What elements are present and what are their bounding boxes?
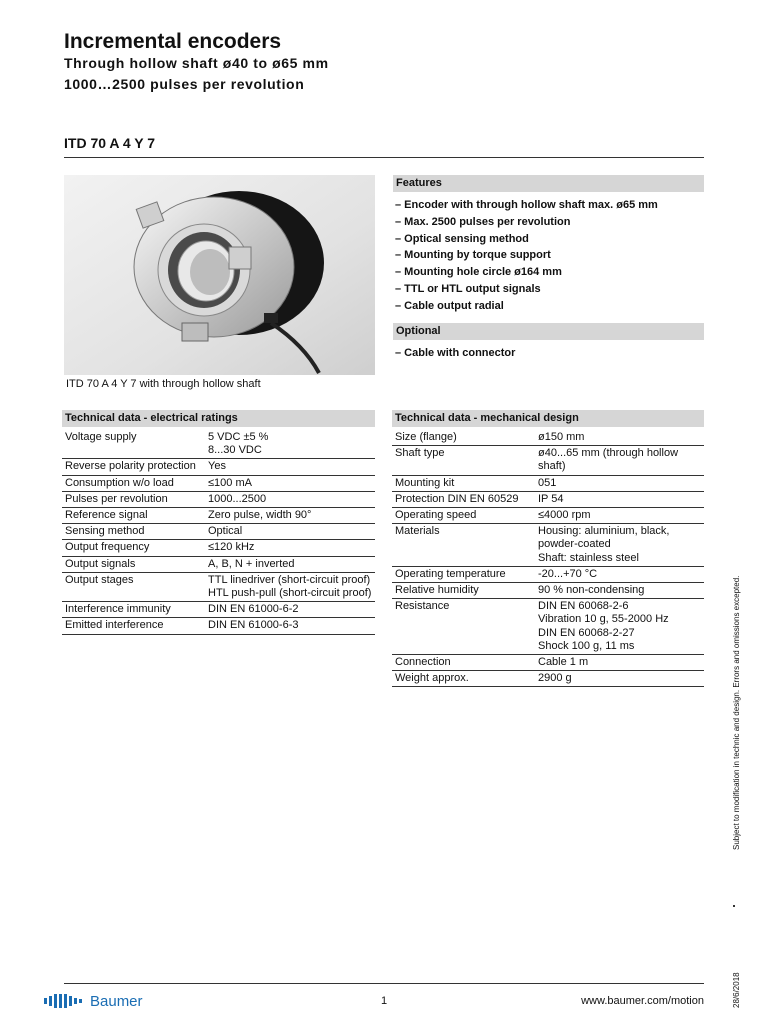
table-row bbox=[392, 671, 704, 687]
spec-label: Output signals bbox=[62, 556, 205, 572]
table-row bbox=[62, 556, 375, 572]
features-heading: Features bbox=[393, 175, 704, 192]
table-row bbox=[392, 446, 704, 475]
spec-label: Output frequency bbox=[62, 540, 205, 556]
spec-value: TTL linedriver (short-circuit proof) HTL push-pull (short-circuit proof) bbox=[205, 572, 375, 601]
subtitle-pulses: 1000…2500 pulses per revolution bbox=[64, 76, 305, 92]
features-list bbox=[395, 197, 658, 315]
spec-value: Yes bbox=[205, 459, 375, 475]
page-number: 1 bbox=[381, 995, 388, 1007]
spec-label: Protection DIN EN 60529 bbox=[392, 491, 535, 507]
brand-name: Baumer bbox=[90, 992, 143, 1010]
spec-label: Operating temperature bbox=[392, 566, 535, 582]
table-row bbox=[62, 430, 375, 459]
list-item: – Cable output radial bbox=[395, 299, 504, 312]
spec-label: Output stages bbox=[62, 572, 205, 601]
table-row bbox=[392, 430, 704, 446]
table-row bbox=[392, 508, 704, 524]
spec-label: Reverse polarity protection bbox=[62, 459, 205, 475]
footer-divider bbox=[64, 983, 704, 984]
table-row bbox=[392, 599, 704, 655]
table-row bbox=[62, 524, 375, 540]
spec-value: Optical bbox=[205, 524, 375, 540]
mechanical-table bbox=[392, 430, 704, 687]
table-row bbox=[392, 475, 704, 491]
list-item: – TTL or HTL output signals bbox=[395, 282, 541, 295]
spec-label: Connection bbox=[392, 655, 535, 671]
list-item: – Mounting hole circle ø164 mm bbox=[395, 266, 562, 279]
table-row bbox=[62, 602, 375, 618]
spec-value: ≤120 kHz bbox=[205, 540, 375, 556]
spec-label: Relative humidity bbox=[392, 583, 535, 599]
list-item: – Max. 2500 pulses per revolution bbox=[395, 215, 571, 228]
list-item: – Mounting by torque support bbox=[395, 249, 551, 262]
spec-label: Mounting kit bbox=[392, 475, 535, 491]
table-row bbox=[392, 566, 704, 582]
spec-label: Resistance bbox=[392, 599, 535, 655]
optional-list bbox=[395, 345, 515, 362]
table-row bbox=[62, 459, 375, 475]
table-row bbox=[62, 618, 375, 634]
spec-value: -20...+70 °C bbox=[535, 566, 704, 582]
list-item: – Cable with connector bbox=[395, 347, 516, 359]
table-row bbox=[392, 655, 704, 671]
baumer-logo bbox=[44, 992, 143, 1010]
spec-value: 90 % non-condensing bbox=[535, 583, 704, 599]
spec-value: ø150 mm bbox=[535, 430, 704, 446]
electrical-heading: Technical data - electrical ratings bbox=[62, 410, 375, 427]
spec-value: DIN EN 61000-6-3 bbox=[205, 618, 375, 634]
table-row bbox=[62, 508, 375, 524]
spec-value: Cable 1 m bbox=[535, 655, 704, 671]
encoder-illustration bbox=[64, 175, 375, 375]
subtitle-shaft: Through hollow shaft ø40 to ø65 mm bbox=[64, 55, 329, 71]
list-item: – Optical sensing method bbox=[395, 232, 529, 245]
spec-value: DIN EN 60068-2-6 Vibration 10 g, 55-2000 Hz DIN EN 60068-2-27 Shock 100 g, 11 ms bbox=[535, 599, 704, 655]
spec-label: Emitted interference bbox=[62, 618, 205, 634]
spec-value: 1000...2500 bbox=[205, 491, 375, 507]
header-divider bbox=[64, 157, 704, 158]
table-row bbox=[62, 491, 375, 507]
spec-label: Pulses per revolution bbox=[62, 491, 205, 507]
revision-date: 28/6/2018 bbox=[732, 972, 741, 1008]
table-row bbox=[392, 524, 704, 567]
spec-label: Shaft type bbox=[392, 446, 535, 475]
table-row bbox=[62, 475, 375, 491]
spec-value: 2900 g bbox=[535, 671, 704, 687]
product-photo bbox=[64, 175, 375, 375]
spec-value: IP 54 bbox=[535, 491, 704, 507]
spec-value: DIN EN 61000-6-2 bbox=[205, 602, 375, 618]
page-title: Incremental encoders bbox=[64, 30, 282, 53]
spec-label: Operating speed bbox=[392, 508, 535, 524]
spec-value: 5 VDC ±5 % 8...30 VDC bbox=[205, 430, 375, 459]
spec-value: ø40...65 mm (through hollow shaft) bbox=[535, 446, 704, 475]
mechanical-heading: Technical data - mechanical design bbox=[392, 410, 704, 427]
optional-heading: Optional bbox=[393, 323, 704, 340]
spec-value: ≤4000 rpm bbox=[535, 508, 704, 524]
table-row bbox=[62, 540, 375, 556]
electrical-table bbox=[62, 430, 375, 635]
spec-label: Voltage supply bbox=[62, 430, 205, 459]
spec-label: Consumption w/o load bbox=[62, 475, 205, 491]
spec-value: 051 bbox=[535, 475, 704, 491]
spec-value: Housing: aluminium, black, powder-coated Shaft: stainless steel bbox=[535, 524, 704, 567]
spec-label: Reference signal bbox=[62, 508, 205, 524]
spec-label: Size (flange) bbox=[392, 430, 535, 446]
website-link[interactable]: www.baumer.com/motion bbox=[581, 995, 704, 1007]
photo-caption: ITD 70 A 4 Y 7 with through hollow shaft bbox=[66, 378, 261, 390]
spec-value: Zero pulse, width 90° bbox=[205, 508, 375, 524]
disclaimer-note: Subject to modification in technic and design. Errors and omissions excepted. bbox=[732, 575, 741, 850]
side-marker bbox=[733, 905, 735, 907]
spec-label: Weight approx. bbox=[392, 671, 535, 687]
list-item: – Encoder with through hollow shaft max. ø65 mm bbox=[395, 199, 658, 211]
spec-label: Sensing method bbox=[62, 524, 205, 540]
table-row bbox=[392, 491, 704, 507]
spec-label: Interference immunity bbox=[62, 602, 205, 618]
spec-label: Materials bbox=[392, 524, 535, 567]
table-row bbox=[392, 583, 704, 599]
table-row bbox=[62, 572, 375, 601]
baumer-logo-icon bbox=[44, 994, 84, 1008]
model-number: ITD 70 A 4 Y 7 bbox=[64, 135, 156, 151]
spec-value: ≤100 mA bbox=[205, 475, 375, 491]
spec-value: A, B, N + inverted bbox=[205, 556, 375, 572]
